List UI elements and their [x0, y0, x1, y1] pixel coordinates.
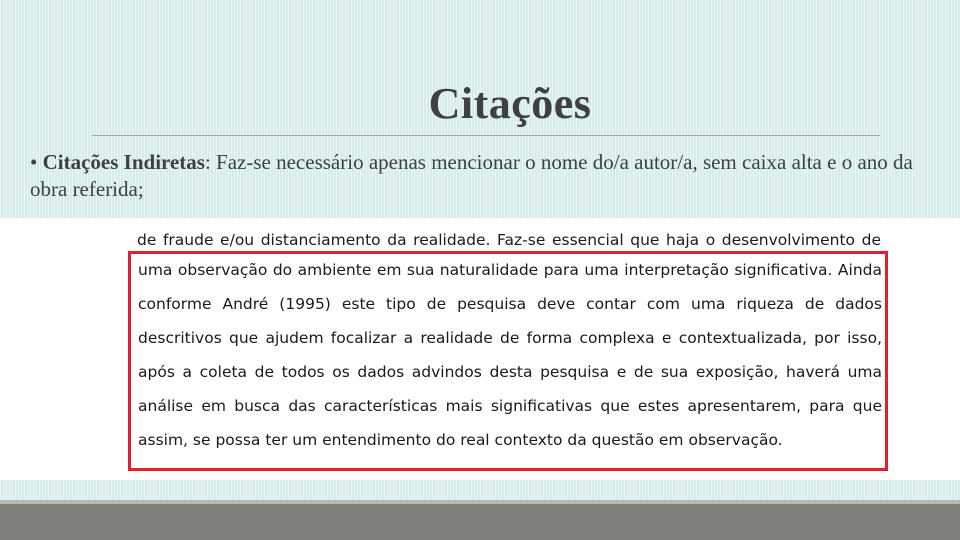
excerpt-image — [0, 218, 960, 480]
bullet-text: : Faz-se necessário apenas mencionar o nome do/a autor/a, sem caixa alta e o ano da obra referida; — [30, 150, 913, 201]
slide-title: Citações — [428, 79, 592, 128]
footer-accent-line — [0, 500, 960, 504]
excerpt-line: após a coleta de todos os dados advindos desta pesquisa e de sua exposição, haverá uma — [138, 363, 882, 381]
excerpt-first-line: de fraude e/ou distanciamento da realidade. Faz-se essencial que haja o desenvolvimento de — [137, 231, 881, 249]
excerpt-line: assim, se possa ter um entendimento do real contexto da questão em observação. — [138, 431, 783, 449]
bullet-term: Citações Indiretas — [42, 150, 205, 174]
excerpt-line: análise em busca das características mais significativas que estes apresentarem, para que — [138, 397, 882, 415]
excerpt-line: uma observação do ambiente em sua naturalidade para uma interpretação significativa. Ainda — [138, 261, 882, 279]
title-divider — [92, 135, 880, 136]
citation-highlight-box — [128, 251, 888, 471]
bullet-paragraph — [30, 149, 950, 203]
footer-bar — [0, 500, 960, 540]
bottom-band — [0, 480, 960, 500]
bullet-marker: • — [30, 150, 38, 174]
excerpt-line: descritivos que ajudem focalizar a realidade de forma complexa e contextualizada, por isso, — [138, 329, 882, 347]
excerpt-line: conforme André (1995) este tipo de pesquisa deve contar com uma riqueza de dados — [138, 295, 882, 313]
